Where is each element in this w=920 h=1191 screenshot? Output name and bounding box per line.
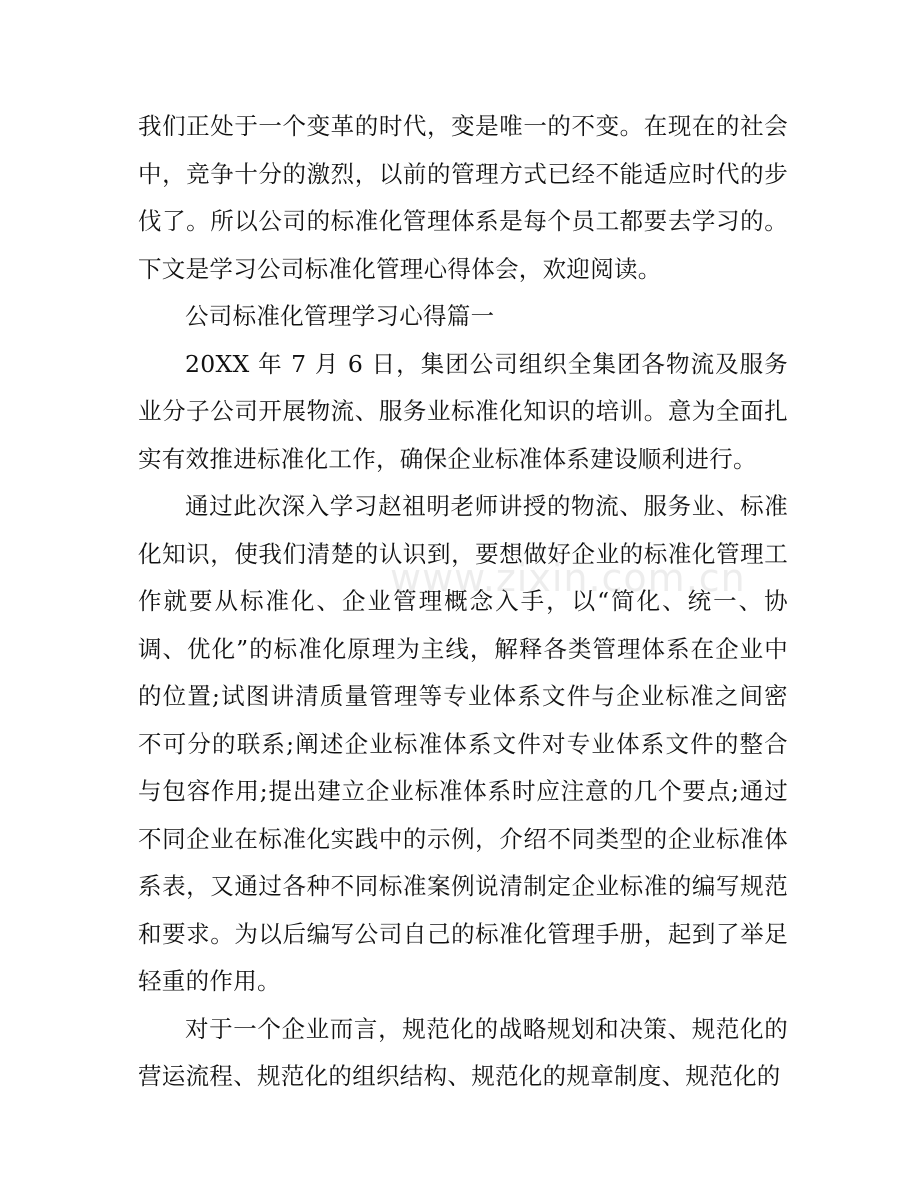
watermark: www.zixin.com.cn (390, 556, 746, 600)
section-title: 公司标准化管理学习心得篇一 (185, 302, 495, 330)
document-body (138, 103, 788, 1101)
intro-paragraph: 我们正处于一个变革的时代，变是唯一的不变。在现在的社会中，竞争十分的激烈，以前的管理方式已经不能适应时代的步伐了。所以公司的标准化管理体系是每个员工都要去学习的。下文是学习公司标准化管理心得体会，欢迎阅读。 (138, 112, 788, 283)
body-paragraph-2: 通过此次深入学习赵祖明老师讲授的物流、服务业、标准化知识，使我们清楚的认识到，要想做好企业的标准化管理工作就要从标准化、企业管理概念入手，以“简化、统一、协调、优化”的标准化原理为主线，解释各类管理体系在企业中的位置;试图讲清质量管理等专业体系文件与企业标准之间密不可分的联系;阐述企业标准体系文件对专业体系文件的整合与包容作用;提出建立企业标准体系时应注意的几个要点;通过不同企业在标准化实践中的示例，介绍不同类型的企业标准体系表，又通过各种不同标准案例说清制定企业标准的编写规范和要求。为以后编写公司自己的标准化管理手册，起到了举足轻重的作用。 (138, 492, 788, 995)
body-paragraph-1: 20XX 年 7 月 6 日，集团公司组织全集团各物流及服务业分子公司开展物流、服务业标准化知识的培训。意为全面扎实有效推进标准化工作，确保企业标准体系建设顺利进行。 (138, 349, 788, 473)
body-paragraph-3: 对于一个企业而言，规范化的战略规划和决策、规范化的营运流程、规范化的组织结构、规范化的规章制度、规范化的 (138, 1014, 788, 1090)
